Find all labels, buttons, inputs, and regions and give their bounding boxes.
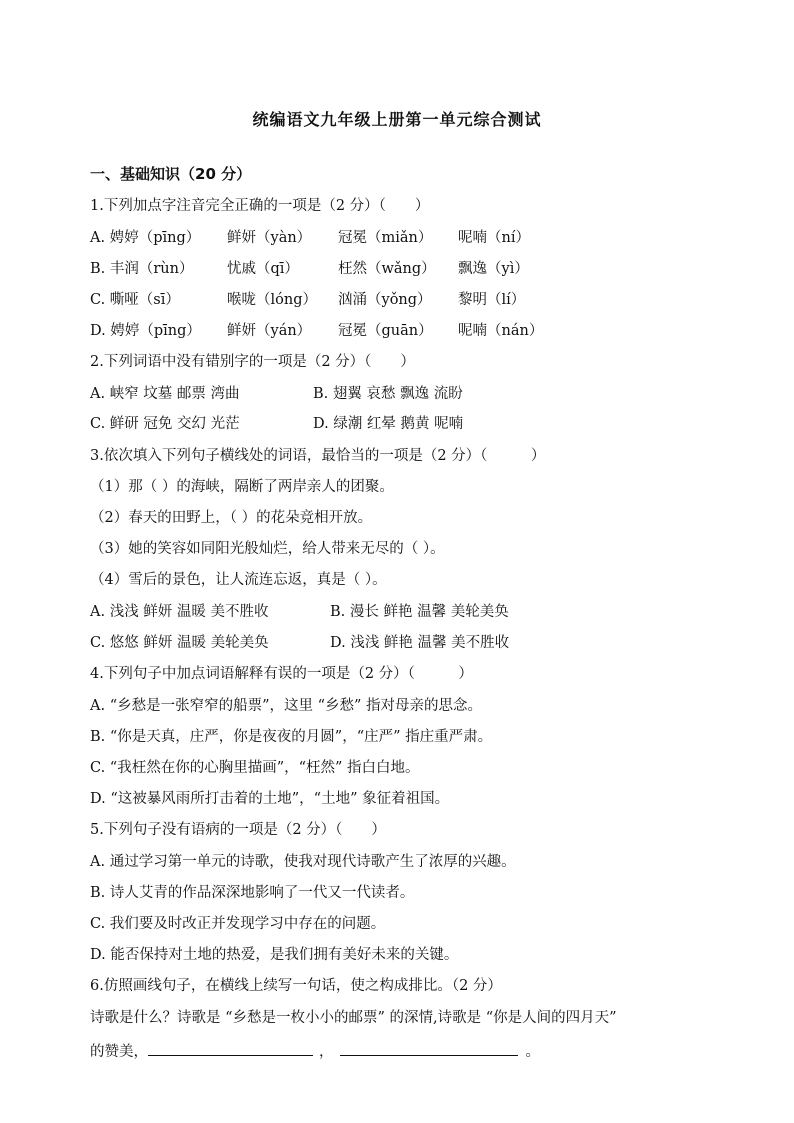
- question-4-option-a: A. “乡愁是一张窄窄的船票”，这里 “乡愁” 指对母亲的思念。: [90, 698, 483, 714]
- option-d-item-3: 冠冕（guān）: [338, 323, 433, 339]
- option-d-item-4: 呢喃（nán）: [458, 323, 544, 339]
- question-3-sentence-3: （3）她的笑容如同阳光般灿烂，给人带来无尽的（ ）。: [90, 541, 445, 557]
- question-1-stem: 1.下列加点字注音完全正确的一项是（2 分）（ ）: [90, 198, 430, 214]
- option-c-item-1: C. 嘶哑（sī）: [90, 292, 180, 308]
- option-a-item-1: A. 娉婷（pīng）: [90, 230, 201, 246]
- end-mark: 。: [525, 1044, 540, 1060]
- option-a: A. 浅浅 鲜妍 温暖 美不胜收: [90, 604, 269, 620]
- question-5-option-c: C. 我们要及时改正并发现学习中存在的问题。: [90, 916, 386, 932]
- question-4-option-c: C. “我枉然在你的心胸里描画”，“枉然” 指白白地。: [90, 760, 420, 776]
- option-c: C. 鲜研 冠免 交幻 光茫: [90, 416, 240, 432]
- question-6-prompt-line-2: [90, 1040, 540, 1062]
- separator: ，: [319, 1044, 334, 1060]
- question-4-option-b: B. “你是天真，庄严，你是夜夜的月圆”，“庄严” 指庄重严肃。: [90, 729, 493, 745]
- question-5-option-b: B. 诗人艾青的作品深深地影响了一代又一代读者。: [90, 885, 415, 901]
- option-b: B. 漫长 鲜艳 温馨 美轮美奂: [330, 604, 509, 620]
- question-6-stem: 6.仿照画线句子，在横线上续写一句话，使之构成排比。（2 分）: [90, 978, 502, 994]
- question-2-stem: 2.下列词语中没有错别字的一项是（2 分）（ ）: [90, 354, 415, 370]
- option-b-item-4: 飘逸（yì）: [458, 261, 529, 277]
- question-5-stem: 5.下列句子没有语病的一项是（2 分）（ ）: [90, 822, 386, 838]
- option-b-item-2: 忧戚（qī）: [227, 261, 299, 277]
- option-c-item-3: 汹涌（yǒng）: [338, 292, 432, 308]
- option-a-item-2: 鲜妍（yàn）: [227, 230, 312, 246]
- question-4-option-d: D. “这被暴风雨所打击着的土地”，“土地” 象征着祖国。: [90, 791, 450, 807]
- section-heading: 一、基础知识（20 分）: [90, 165, 252, 183]
- option-d: D. 浅浅 鲜艳 温馨 美不胜收: [330, 635, 510, 651]
- answer-blank-2[interactable]: [340, 1040, 518, 1056]
- answer-blank-1[interactable]: [148, 1040, 313, 1056]
- option-a: A. 峡窄 坟墓 邮票 湾曲: [90, 386, 240, 402]
- option-c-item-2: 喉咙（lóng）: [227, 292, 317, 308]
- option-b-item-3: 枉然（wǎng）: [338, 261, 436, 277]
- option-a-item-3: 冠冕（miǎn）: [338, 230, 433, 246]
- question-5-option-d: D. 能否保持对土地的热爱，是我们拥有美好未来的关键。: [90, 947, 459, 963]
- option-d-item-2: 鲜妍（yán）: [227, 323, 312, 339]
- question-3-sentence-1: （1）那（ ）的海峡，隔断了两岸亲人的团聚。: [90, 479, 394, 495]
- question-5-option-a: A. 通过学习第一单元的诗歌，使我对现代诗歌产生了浓厚的兴趣。: [90, 854, 516, 870]
- page-title: 统编语文九年级上册第一单元综合测试: [252, 110, 542, 129]
- option-a-item-4: 呢喃（ní）: [458, 230, 530, 246]
- question-3-sentence-2: （2）春天的田野上，（ ）的花朵竞相开放。: [90, 510, 373, 526]
- option-c: C. 悠悠 鲜妍 温暖 美轮美奂: [90, 635, 269, 651]
- question-6-prompt-line-1: 诗歌是什么？诗歌是 “乡愁是一枚小小的邮票” 的深情,诗歌是 “你是人间的四月天”: [90, 1010, 617, 1026]
- prompt-text: 的赞美，: [90, 1044, 148, 1060]
- question-4-stem: 4.下列句子中加点词语解释有误的一项是（2 分）（ ）: [90, 666, 473, 682]
- question-3-sentence-4: （4）雪后的景色，让人流连忘返，真是（ ）。: [90, 572, 387, 588]
- option-d: D. 绿潮 红晕 鹅黄 呢喃: [313, 416, 464, 432]
- option-d-item-1: D. 娉婷（pīng）: [90, 323, 201, 339]
- question-3-stem: 3.依次填入下列句子横线处的词语，最恰当的一项是（2 分）（ ）: [90, 448, 546, 464]
- option-b: B. 翅翼 哀愁 飘逸 流盼: [313, 386, 463, 402]
- option-b-item-1: B. 丰润（rùn）: [90, 261, 194, 277]
- option-c-item-4: 黎明（lí）: [458, 292, 526, 308]
